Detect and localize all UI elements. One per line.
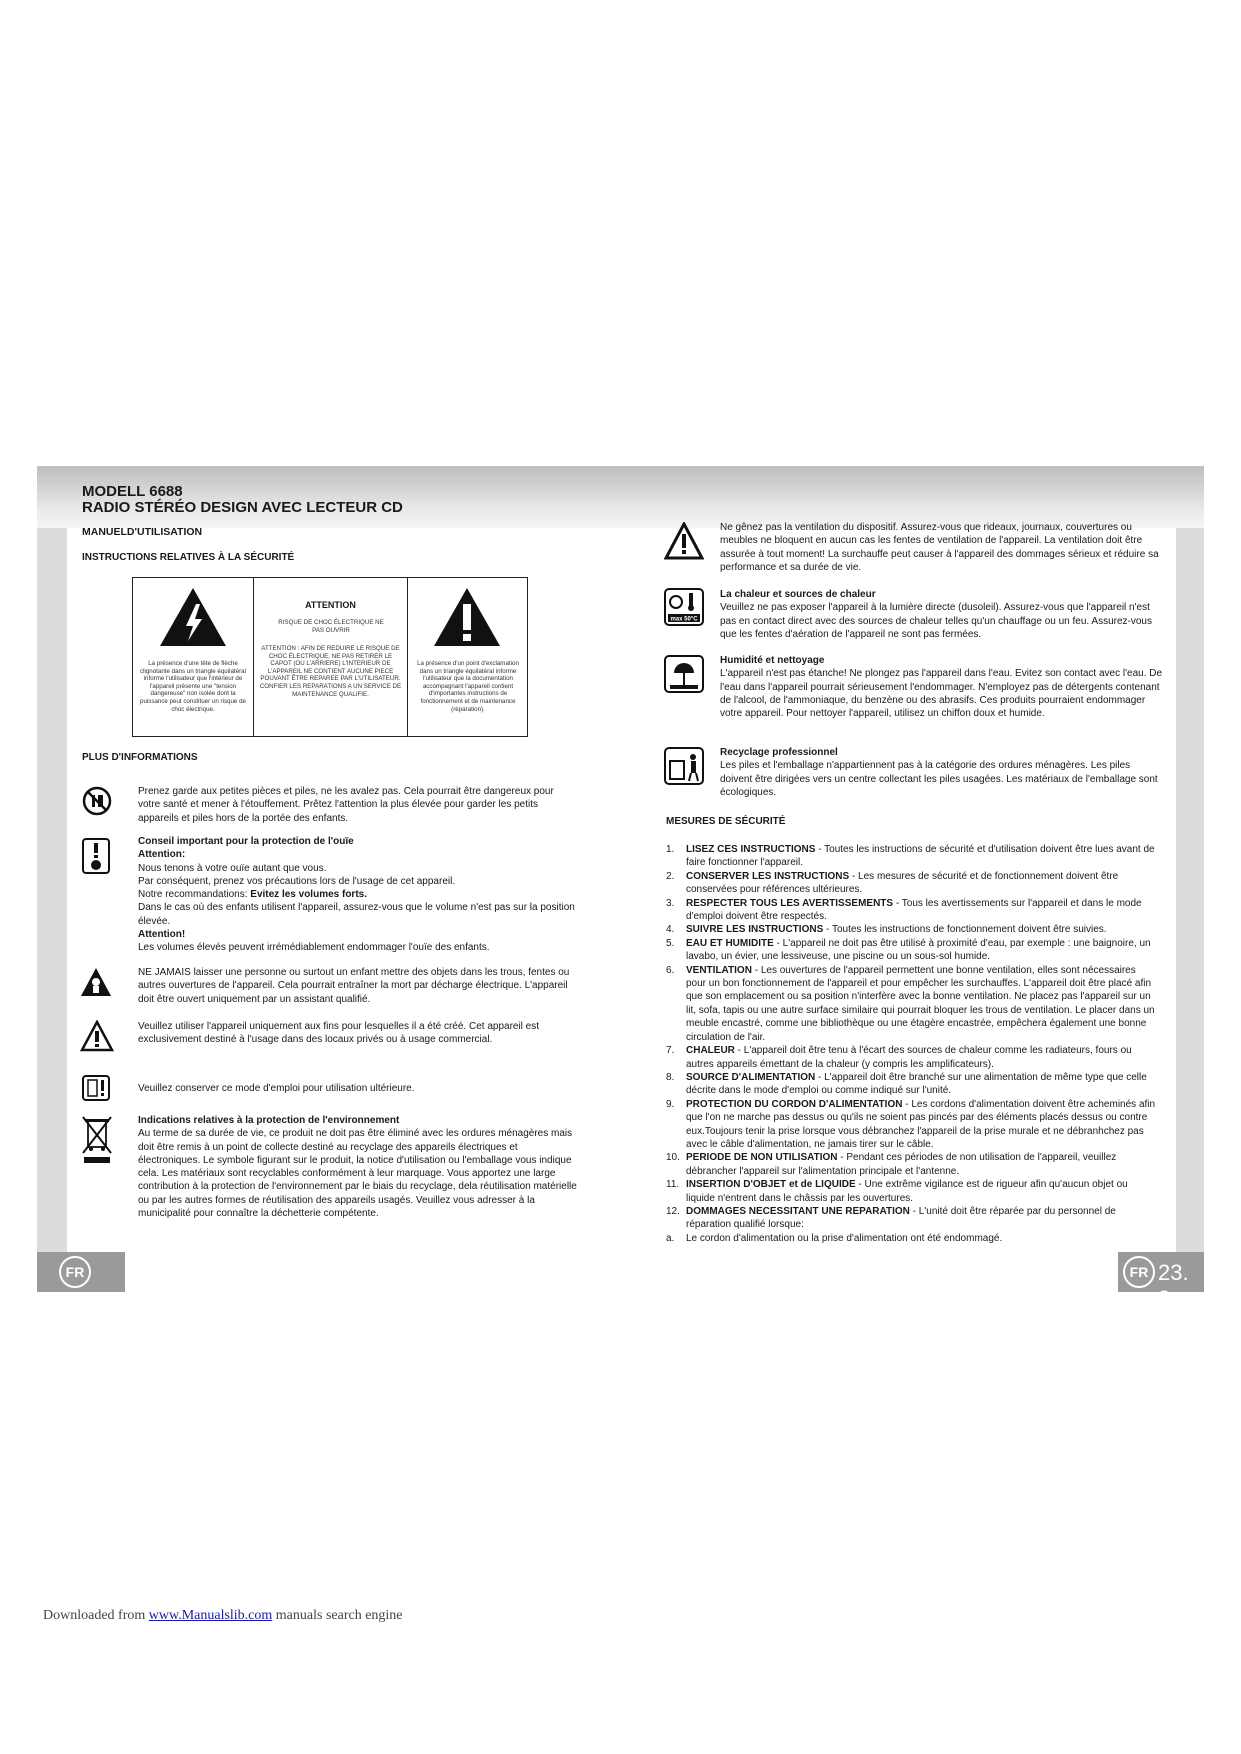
download-suffix: manuals search engine	[272, 1608, 403, 1623]
measure-text: - Les mesures de sécurité et de fonctionnement doivent être conservées pour références ultérieures.	[686, 870, 1119, 896]
warning-center-sub: RISQUE DE CHOC ÉLECTRIQUE NE PAS OUVRIR	[278, 619, 384, 634]
warning-center-cell	[254, 578, 408, 736]
measure-item	[666, 964, 1156, 1044]
measure-title: VENTILATION	[686, 964, 752, 976]
measure-text: - Pendant ces périodes de non utilisation de l'appareil, veuillez débrancher l'appareil sur l'alimentation principale et l'antenne.	[686, 1152, 1117, 1177]
measure-item	[666, 1151, 1156, 1178]
left-margin-strip	[37, 528, 67, 1254]
small-parts-text: Prenez garde aux petites pièces et piles, ne les avalez pas. Cela pourrait être dangereux pour votre santé et mener à l'étouffement. Prêtez l'attention la plus élevée pour garder les petits appareils et piles hors de la portée des enfants.	[138, 786, 554, 824]
recycling-section	[720, 746, 1165, 799]
warning-left-text: La présence d'une tête de flèche clignotante dans un triangle équilatéral informe l'utilisateur que l'intérieur de l'appareil présente une "tension dangereuse" non isolée dont la puissance peut constituer un risque de choc électrique.	[140, 660, 246, 713]
measure-number: a.	[666, 1232, 675, 1244]
safety-heading: INSTRUCTIONS RELATIVES À LA SÉCURITÉ	[82, 552, 295, 563]
measure-text: - Toutes les instructions de fonctionnement doivent être suivies.	[823, 924, 1107, 936]
measure-number: 10.	[666, 1152, 680, 1164]
measure-number: 4.	[666, 924, 675, 936]
measure-title: RESPECTER TOUS LES AVERTISSEMENTS	[686, 897, 894, 909]
warning-triangle-icon	[80, 1020, 114, 1052]
measure-item	[666, 923, 1156, 936]
measure-item	[666, 843, 1156, 870]
footer-bar-right	[1118, 1252, 1204, 1311]
measure-number: 2.	[666, 870, 675, 882]
measure-title: SOURCE D'ALIMENTATION	[686, 1071, 816, 1083]
measure-title: SUIVRE LES INSTRUCTIONS	[686, 924, 824, 936]
model-title: MODELL 6688	[82, 483, 183, 500]
measure-item	[666, 937, 1156, 964]
download-footer	[43, 1608, 403, 1624]
header-bar	[37, 466, 1204, 528]
measure-item	[666, 1178, 1156, 1205]
exclamation-triangle-icon	[432, 586, 502, 648]
hearing-title: Conseil important pour la protection de l'ouïe	[138, 836, 354, 847]
measure-title: EAU ET HUMIDITE	[686, 937, 774, 949]
recycling-title: Recyclage professionnel	[720, 747, 838, 758]
measure-number: 1.	[666, 844, 675, 855]
hearing-attention-2: Attention!	[138, 929, 186, 941]
measure-text: - Les ouvertures de l'appareil permettent une bonne ventilation, elles sont nécessaires pour un bon fonctionnement de l'appareil et pour empêcher les surchauffes. L'appareil doit être placé afin que son emplacement ou sa position n'interfère avec la bonne ventilation. Ne placez pas l'appareil sur un lit, sofa, tapis ou une autre surface similaire qui pourrait bloquer les trous de ventilation. Le placer dans un meuble encastré, comme une bibliothèque ou une étagère encastrée, empêchera également une bonne circulation de l'air.	[686, 964, 1155, 1043]
measures-heading: MESURES DE SÉCURITÉ	[666, 816, 786, 827]
warning-center-text: ATTENTION : AFIN DE REDUIRE LE RISQUE DE CHOC ÉLECTRIQUE, NE PAS RETIRER LE CAPOT (OU L'ARRIERE) L'INTERIEUR DE L'APPAREIL NE CONTIENT AUCUNE PIECE POUVANT ÊTRE REPAREE PAR L'UTILISATEUR. CONFIER LES REPARATIONS A UN SERVICE DE MAINTENANCE QUALIFIE.	[259, 645, 402, 698]
download-prefix: Downloaded from	[43, 1608, 149, 1623]
measure-text: - L'appareil doit être branché sur une alimentation de même type que celle décrite dans le mode d'emploi ou comme indiqué sur l'unité.	[686, 1071, 1147, 1097]
humidity-title: Humidité et nettoyage	[720, 655, 825, 666]
measure-number: 11.	[666, 1179, 680, 1191]
warning-center-title: ATTENTION	[305, 600, 356, 610]
measure-number: 8.	[666, 1071, 675, 1083]
humidity-text: L'appareil n'est pas étanche! Ne plongez pas l'appareil dans l'eau. Evitez son contact avec l'eau. De l'eau dans l'appareil pourrait sérieusement l'endommager. N'employez pas de détergents contenant de l'alcool, de l'ammoniaque, du benzène ou des abrasifs. Ces produits pourraient endommager votre appareil. Pour nettoyer l'appareil, utilisez un chiffon doux et humide.	[720, 668, 1163, 720]
measure-number: 7.	[666, 1045, 675, 1057]
measure-item	[666, 1232, 1156, 1245]
more-info-heading: PLUS D'INFORMATIONS	[82, 752, 198, 763]
use-purpose-text: Veuillez utiliser l'appareil uniquement aux fins pour lesquelles il a été créé. Cet appareil est exclusivement destiné à l'usage dans des locaux privés ou à usage commercial.	[138, 1021, 540, 1046]
measure-number: 9.	[666, 1098, 675, 1110]
hearing-line-2: Par conséquent, prenez vos précautions lors de l'usage de cet appareil.	[138, 875, 456, 887]
measure-number: 6.	[666, 964, 675, 976]
right-margin-strip	[1176, 528, 1204, 1254]
footer-bar-left	[37, 1252, 125, 1292]
manual-heading: MANUELD'UTILISATION	[82, 526, 203, 538]
measure-item	[666, 870, 1156, 897]
heat-section	[720, 588, 1165, 641]
humidity-cleaning-icon	[664, 655, 704, 693]
hearing-line-1: Nous tenons à votre ouïe autant que vous.	[138, 862, 327, 874]
keep-manual-text: Veuillez conserver ce mode d'emploi pour utilisation ultérieure.	[138, 1083, 415, 1094]
warning-right-text: La présence d'un point d'exclamation dans un triangle équilatéral informe l'utilisateur que la documentation accompagnant l'appareil contient d'importantes instructions de fonctionnement et de maintenance (réparation).	[417, 660, 519, 713]
measure-title: CONSERVER LES INSTRUCTIONS	[686, 870, 850, 882]
manualslib-link[interactable]: www.Manualslib.com	[148, 1608, 273, 1623]
environment-text: Au terme de sa durée de vie, ce produit ne doit pas être éliminé avec les ordures ménagères mais doit être remis à un point de collecte destiné au recyclage des appareils électriques et électroniques. Le symbole figurant sur le produit, la notice d'utilisation ou l'emballage vous indique cela. Les matériaux sont recyclables conformément à leur marquage. Vous apportez une large contribution à la protection de l'environnement par le biais du recyclage, dela réutilisation matérielle ou par les autres formes de réutilisation des appareils usagés. Veuillez vous adresser à la municipalité pour connaître la déchetterie compétente.	[138, 1128, 577, 1220]
child-hazard-icon	[80, 967, 112, 997]
hearing-line-3a: Notre recommandations:	[138, 889, 251, 901]
warning-box	[132, 577, 528, 737]
measure-text: Le cordon d'alimentation ou la prise d'alimentation ont été endommagé.	[686, 1232, 1003, 1244]
warning-right-cell	[408, 578, 527, 736]
measure-number: 5.	[666, 937, 675, 949]
lightning-triangle-icon	[158, 586, 228, 648]
recycling-icon	[664, 747, 704, 785]
no-swallow-icon	[82, 786, 112, 816]
measure-title: PROTECTION DU CORDON D'ALIMENTATION	[686, 1098, 903, 1110]
measures-list	[666, 843, 1156, 1245]
measure-title: INSERTION D'OBJET et de LIQUIDE	[686, 1179, 856, 1191]
measure-item	[666, 1205, 1156, 1232]
measure-item	[666, 1044, 1156, 1071]
measure-item	[666, 897, 1156, 924]
measure-number: 12.	[666, 1205, 680, 1217]
measure-text: - L'appareil ne doit pas être utilisé à proximité d'eau, par exemple : une baignoire, un lavabo, un évier, une lessiveuse, une piscine ou un sous-sol humide.	[686, 937, 1151, 963]
language-badge-right: FR	[1123, 1256, 1155, 1288]
hearing-attention: Attention:	[138, 849, 186, 861]
hearing-line-3b: Evitez les volumes forts.	[250, 889, 367, 901]
never-objects-text: NE JAMAIS laisser une personne ou surtout un enfant mettre des objets dans les trous, fentes ou autres ouvertures de l'appareil. Cela pourrait entraîner la mort par décharge électrique. L'appareil doit être ouvert uniquement par un assistant qualifié.	[138, 967, 570, 1005]
measure-text: - Tous les avertissements sur l'appareil et dans le mode d'emploi doivent être respectés.	[686, 897, 1142, 923]
heat-title: La chaleur et sources de chaleur	[720, 589, 876, 600]
hearing-section	[138, 835, 578, 955]
product-title: RADIO STÉRÉO DESIGN AVEC LECTEUR CD	[82, 499, 403, 516]
manual-book-icon	[82, 1075, 110, 1101]
measure-title: CHALEUR	[686, 1045, 735, 1057]
measure-number: 3.	[666, 897, 675, 909]
language-badge-left: FR	[59, 1256, 91, 1288]
measure-text: - L'appareil doit être tenu à l'écart des sources de chaleur comme les radiateurs, fours ou autres appareils émettant de la chaleur (y compris les amplificateurs).	[686, 1045, 1132, 1070]
measure-item	[666, 1098, 1156, 1152]
hearing-warning-icon	[82, 838, 110, 874]
measure-text: - L'unité doit être réparée par du personnel de réparation qualifié lorsque:	[686, 1205, 1116, 1231]
measure-title: LISEZ CES INSTRUCTIONS	[686, 844, 816, 855]
humidity-section	[720, 654, 1165, 720]
hearing-line-4: Dans le cas où des enfants utilisent l'appareil, assurez-vous que le volume n'est pas sur la position élevée.	[138, 902, 575, 927]
measure-title: PERIODE DE NON UTILISATION	[686, 1152, 838, 1164]
heat-thermometer-icon	[664, 588, 704, 626]
environment-section	[138, 1114, 578, 1220]
measure-text: - Toutes les instructions de sécurité et d'utilisation doivent être lues avant de faire fonctionner l'appareil.	[686, 844, 1155, 869]
heat-icon-label: max 50°C	[670, 616, 698, 623]
warning-left-cell	[133, 578, 254, 736]
measure-text: - Une extrême vigilance est de rigueur afin qu'aucun objet ou liquide n'entrent dans le châssis par les ouvertures.	[686, 1179, 1128, 1204]
measure-item	[666, 1071, 1156, 1098]
page-number: 23. 2	[1158, 1260, 1189, 1311]
ventilation-warning-icon	[664, 522, 704, 560]
heat-text: Veuillez ne pas exposer l'appareil à la lumière directe (dusoleil). Assurez-vous que l'appareil n'est pas en contact direct avec des sources de chaleur telles qu'un chauffage ou un feu. Assurez-vous que les fentes d'aération de l'appareil ne sont pas fermées.	[720, 602, 1152, 640]
weee-bin-icon	[80, 1115, 114, 1165]
measure-text: - Les cordons d'alimentation doivent être acheminés afin que l'on ne marche pas dessus ou qu'ils ne soient pas pincés par des éléments placés dessus ou contre eux.Toujours tenir la prise lorsque vous débranchez l'appareil de la prise murale et ne débranhchez pas avec le câble d'alimentation, ne jamais tirer sur le câble.	[686, 1098, 1156, 1150]
hearing-line-5: Les volumes élevés peuvent irrémédiablement endommager l'ouïe des enfants.	[138, 942, 490, 954]
ventilation-text: Ne gênez pas la ventilation du dispositif. Assurez-vous que rideaux, journaux, couvertures ou meubles ne bloquent en aucun cas les fentes de ventilation de l'appareil. La ventilation doit être assurée à tout moment! La surchauffe peut causer à l'appareil des dommages sérieux et réduire sa performance et sa durée de vie.	[720, 522, 1159, 573]
recycling-text: Les piles et l'emballage n'appartiennent pas à la catégorie des ordures ménagères. Les piles doivent être dirigées vers un centre collectant les piles usagées. Les matériaux de l'emballage sont écologiques.	[720, 760, 1158, 798]
environment-title: Indications relatives à la protection de l'environnement	[138, 1115, 400, 1126]
measure-title: DOMMAGES NECESSITANT UNE REPARATION	[686, 1205, 910, 1217]
